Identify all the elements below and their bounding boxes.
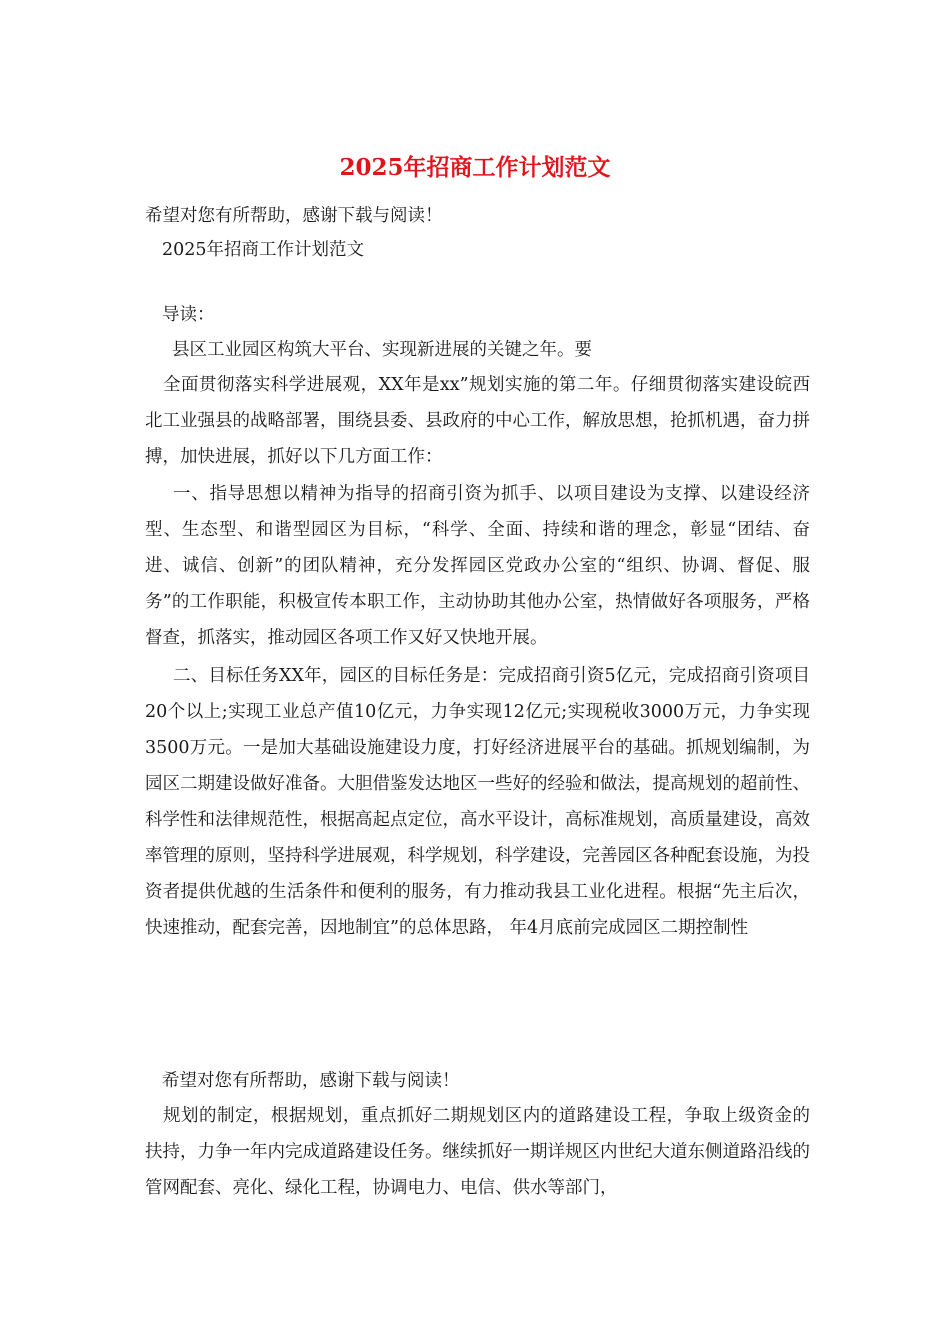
header-note: 希望对您有所帮助，感谢下载与阅读！: [145, 206, 443, 226]
paragraph-2: 全面贯彻落实科学进展观，XX年是xx”规划实施的第二年。仔细贯彻落实建设皖西北工业强县的战略部署，围绕县委、县政府的中心工作，解放思想，抢抓机遇，奋力拼搏，加快进展，抓好以下几方面工作：: [145, 375, 810, 467]
footer-note: 希望对您有所帮助，感谢下载与阅读！: [162, 1071, 460, 1091]
continuation-paragraph: 规划的制定，根据规划，重点抓好二期规划区内的道路建设工程，争取上级资金的扶持，力争一年内完成道路建设任务。继续抓好一期详规区内世纪大道东侧道路沿线的管网配套、亮化、绿化工程，协调电力、电信、供水等部门，: [145, 1106, 810, 1198]
paragraph-4: 二、目标任务XX年，园区的目标任务是：完成招商引资5亿元，完成招商引资项目20个以上;实现工业总产值10亿元，力争实现12亿元;实现税收3000万元，力争实现3500万元。一是加大基础设施建设力度，打好经济进展平台的基础。抓规划编制，为园区二期建设做好准备。大胆借鉴发达地区一些好的经验和做法，提高规划的超前性、科学性和法律规范性，根据高起点定位，高水平设计，高标准规划，高质量建设，高效率管理的原则，坚持科学进展观，科学规划，科学建设，完善园区各种配套设施，为投资者提供优越的生活条件和便利的服务，有力推动我县工业化进程。根据“先主后次，快速推动，配套完善，因地制宜”的总体思路， 年4月底前完成园区二期控制性: [145, 666, 810, 938]
paragraph-1: 县区工业园区构筑大平台、实现新进展的关键之年。要: [172, 340, 592, 360]
guide-label: 导读：: [162, 305, 215, 325]
paragraph-3: 一、指导思想以精神为指导的招商引资为抓手、以项目建设为支撑、以建设经济型、生态型、和谐型园区为目标，“科学、全面、持续和谐的理念，彰显“团结、奋进、诚信、创新”的团队精神，充分发挥园区党政办公室的“组织、协调、督促、服务”的工作职能，积极宣传本职工作，主动协助其他办公室，热情做好各项服务，严格督查，抓落实，推动园区各项工作又好又快地开展。: [145, 484, 810, 648]
document-title: 2025年招商工作计划范文: [339, 154, 611, 181]
subtitle: 2025年招商工作计划范文: [162, 240, 365, 260]
